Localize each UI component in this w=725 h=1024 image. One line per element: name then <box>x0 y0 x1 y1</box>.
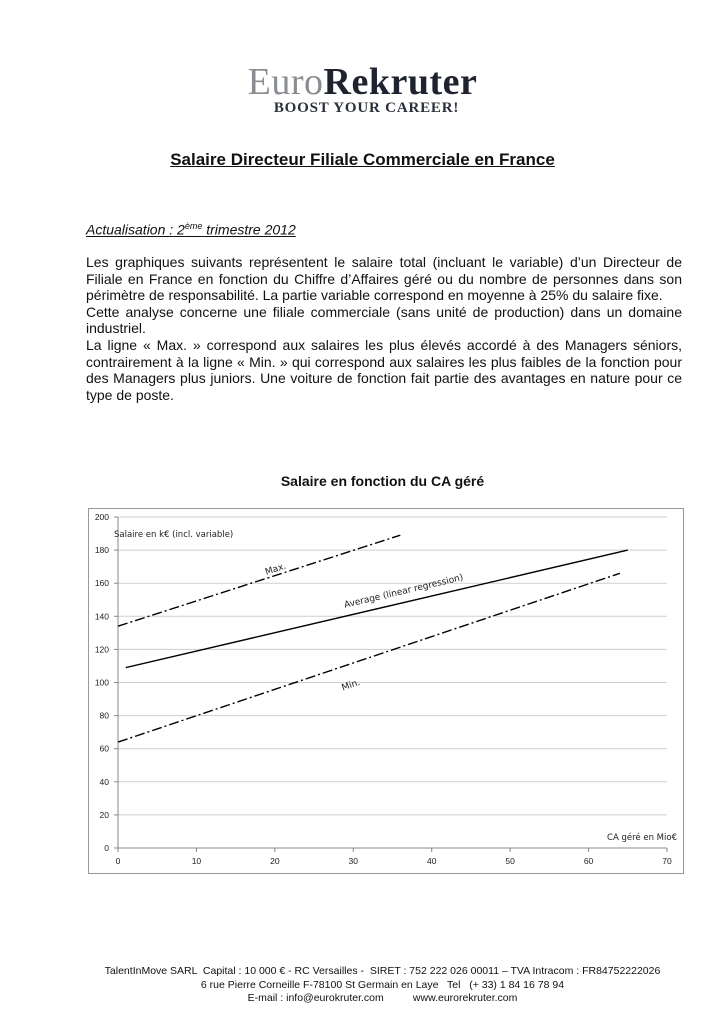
y-tick-label: 60 <box>99 743 109 754</box>
footer-company-line: TalentInMove SARL Capital : 10 000 € - RC Versailles - SIRET : 752 222 026 00011 – TVA Intracom : FR84752222026 <box>104 965 661 977</box>
x-tick-label: 60 <box>583 856 594 866</box>
y-tick-label: 140 <box>94 611 109 622</box>
update-sup: ème <box>184 221 203 231</box>
y-tick-label: 160 <box>94 578 109 589</box>
x-tick-label: 0 <box>115 856 121 866</box>
paragraph: La ligne « Max. » correspond aux salaires les plus élevés accordé à des Managers séniors, contrairement à la ligne « Min. » qui correspond aux salaires les plus faibles de la fonction pour des Managers plus juniors. Une voiture de fonction fait partie des avantages en nature pour ce type de poste. <box>86 336 682 403</box>
x-tick-label: 50 <box>505 856 515 866</box>
x-tick-label: 30 <box>348 856 359 866</box>
y-tick-label: 20 <box>99 809 109 820</box>
series-label: Min. <box>340 677 362 694</box>
series-label: Max. <box>264 561 288 578</box>
update-suffix: trimestre 2012 <box>202 221 296 238</box>
y-tick-label: 0 <box>104 843 109 853</box>
paragraph: Les graphiques suivants représentent le salaire total (incluant le variable) d’un Directeur de Filiale en France en fonction du Chiffre d’Affaires géré ou du nombre de personnes dans son périmètre de responsabilité. La partie variable correspond en moyenne à 25% du salaire fixe. <box>86 254 682 304</box>
y-tick-label: 100 <box>94 677 109 688</box>
x-tick-label: 20 <box>270 856 280 866</box>
logo-tagline: BOOST YOUR CAREER! <box>273 100 460 116</box>
x-axis-title: CA géré en Mio€ <box>607 833 677 843</box>
x-tick-label: 70 <box>662 856 672 866</box>
document-title: Salaire Directeur Filiale Commerciale en France <box>170 150 555 169</box>
x-tick-label: 40 <box>426 856 437 866</box>
y-tick-label: 40 <box>99 776 109 787</box>
y-axis-title: Salaire en k€ (incl. variable) <box>114 530 234 540</box>
footer <box>0 965 725 1006</box>
paragraph: Cette analyse concerne une filiale commerciale (sans unité de production) dans un domaine industriel. <box>86 303 682 337</box>
logo-euro-text: Euro <box>247 61 324 103</box>
footer-address-line: 6 rue Pierre Corneille F-78100 St Germain en Laye Tel (+ 33) 1 84 16 78 94 <box>200 978 565 991</box>
footer-contact-line: E-mail : info@eurokruter.com www.eurorekruter.com <box>247 992 518 1004</box>
series-label: Average (linear regression) <box>343 573 465 611</box>
y-tick-label: 180 <box>94 545 109 556</box>
update-prefix: Actualisation : 2 <box>86 221 185 238</box>
y-tick-label: 80 <box>99 710 109 721</box>
y-tick-label: 120 <box>94 644 109 655</box>
series-line-average <box>126 550 628 668</box>
logo-rekruter-text: Rekruter <box>323 61 478 103</box>
x-tick-label: 10 <box>191 856 202 866</box>
y-tick-label: 200 <box>94 512 109 522</box>
chart-title: Salaire en fonction du CA géré <box>280 473 485 489</box>
